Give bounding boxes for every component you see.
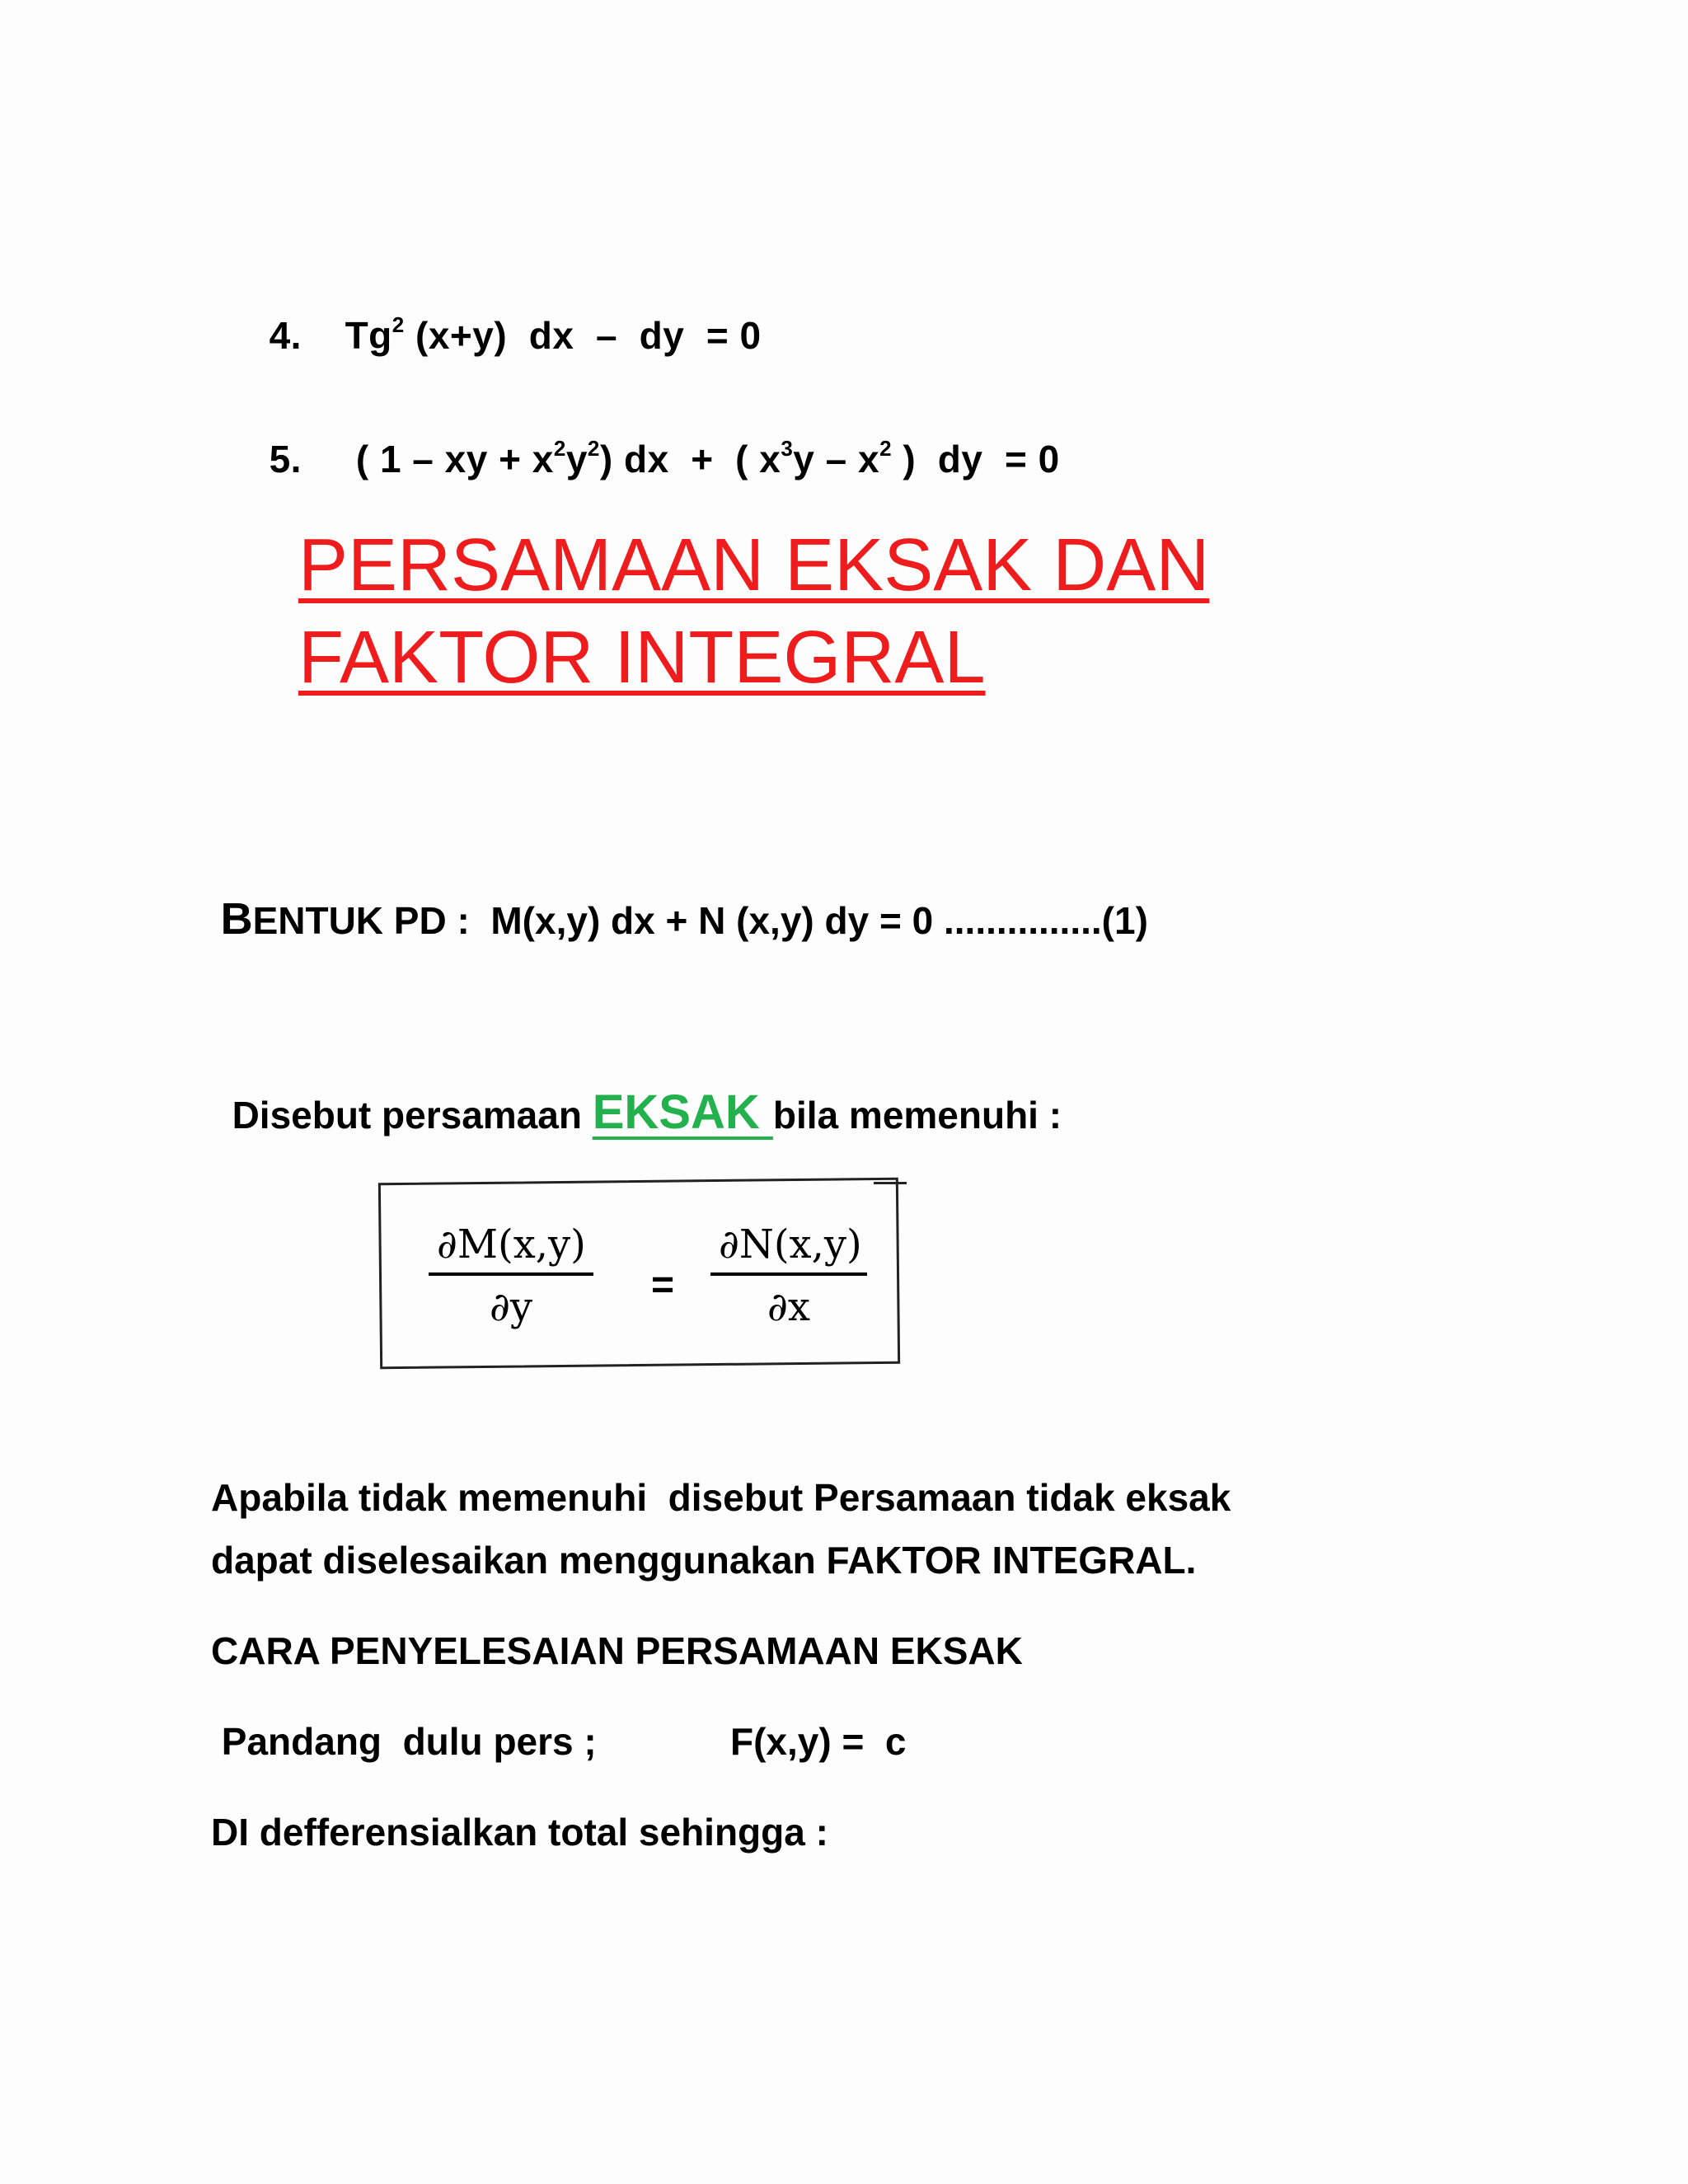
superscript: 2 xyxy=(879,435,893,461)
equals-sign: = xyxy=(651,1263,675,1307)
equation-text: y xyxy=(565,438,588,480)
method-heading: CARA PENYELESAIAN PERSAMAAN EKSAK xyxy=(211,1629,1023,1672)
bentuk-label: ENTUK PD : xyxy=(252,899,470,942)
pandang-label: Pandang dulu pers ; xyxy=(211,1720,597,1763)
paragraph-line-2: dapat diselesaikan menggunakan FAKTOR INTEGRAL. xyxy=(211,1539,1197,1582)
equation-5 xyxy=(247,392,1060,481)
bentuk-formula: M(x,y) dx + N (x,y) dy = 0 ...............(1) xyxy=(469,899,1148,942)
eksak-before: Disebut persamaan xyxy=(232,1094,593,1137)
equation-number: 5. xyxy=(269,438,302,480)
equation-number: 4. xyxy=(269,314,302,357)
equation-text: y – x xyxy=(793,438,880,480)
section-title: PERSAMAAN EKSAK DAN FAKTOR INTEGRAL xyxy=(298,524,1210,699)
equation-4 xyxy=(247,269,762,358)
eksak-definition-line xyxy=(211,1040,1062,1140)
right-fraction xyxy=(710,1221,867,1330)
bentuk-pd-line xyxy=(199,849,1148,944)
left-numerator: ∂M(x,y) xyxy=(429,1221,593,1276)
superscript: 2 xyxy=(587,435,600,461)
equation-text: ( 1 – xy + x xyxy=(345,438,554,480)
box-corner-line xyxy=(874,1182,907,1184)
bentuk-first-letter: B xyxy=(220,894,253,944)
left-denominator: ∂y xyxy=(490,1284,532,1330)
equation-text: Tg xyxy=(345,314,392,357)
superscript: 3 xyxy=(781,435,794,461)
pandang-formula: F(x,y) = c xyxy=(730,1720,907,1763)
equation-text: ) dy = 0 xyxy=(892,438,1060,480)
superscript: 2 xyxy=(392,312,405,337)
left-fraction xyxy=(429,1221,593,1330)
right-denominator: ∂x xyxy=(767,1284,810,1330)
equation-text: ) dx + ( x xyxy=(599,438,781,480)
equation-text: (x+y) dx – dy = 0 xyxy=(404,314,762,357)
superscript: 2 xyxy=(553,435,566,461)
paragraph-last: DI defferensialkan total sehingga : xyxy=(211,1811,828,1854)
right-numerator: ∂N(x,y) xyxy=(710,1221,867,1276)
paragraph-line-1: Apabila tidak memenuhi disebut Persamaan tidak eksak xyxy=(211,1476,1231,1519)
eksak-keyword: EKSAK xyxy=(592,1085,773,1139)
eksak-after: bila memenuhi : xyxy=(772,1094,1062,1137)
